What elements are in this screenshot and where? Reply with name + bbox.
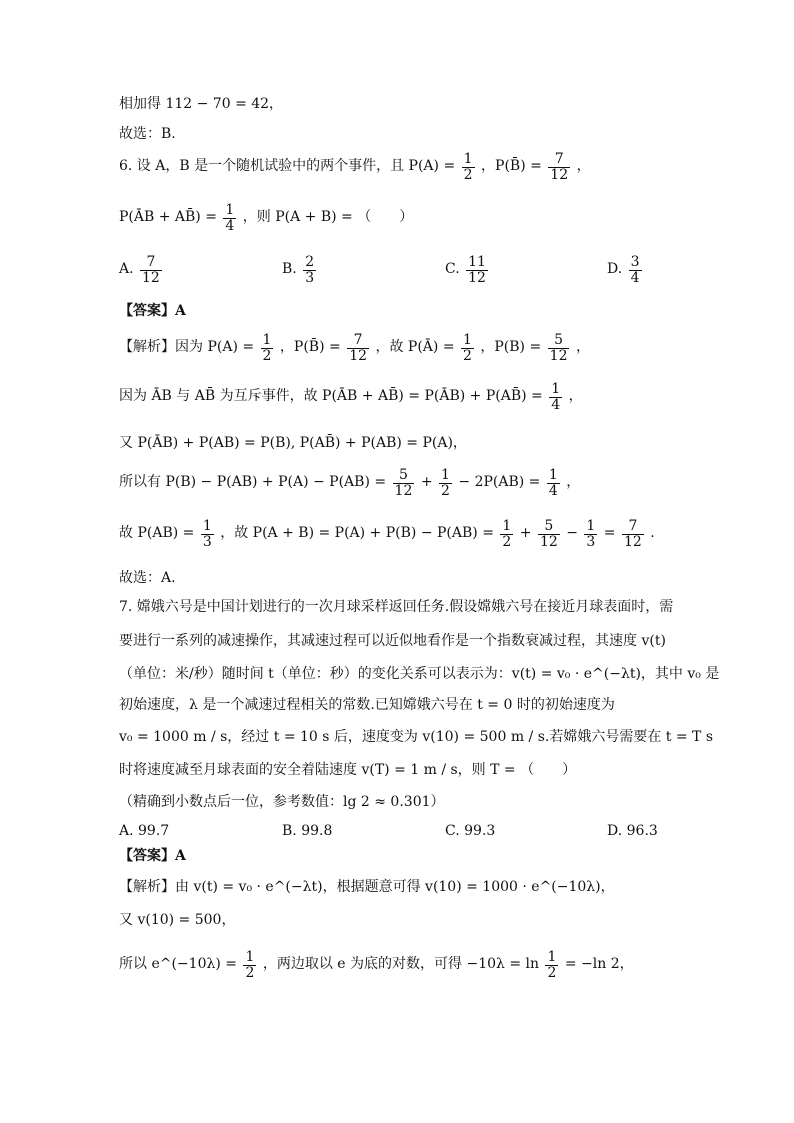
fraction xyxy=(545,950,558,980)
solution-text: 所以有 P(B) − P(AB) + P(A) − P(AB) = xyxy=(119,474,387,491)
option-label: B. xyxy=(282,261,297,278)
fraction xyxy=(584,519,597,549)
solution-text: ，P(B) = xyxy=(480,339,542,356)
numerator: 1 xyxy=(551,381,561,397)
denominator: 12 xyxy=(549,347,568,364)
numerator: 1 xyxy=(586,518,596,534)
q7-solution-line-2 xyxy=(119,913,235,929)
numerator: 2 xyxy=(305,254,315,270)
fraction xyxy=(303,255,316,285)
solution-text: 所以 e^(−10λ) = xyxy=(119,956,237,973)
fraction xyxy=(243,950,256,980)
q6-solution-line-3 xyxy=(119,436,467,452)
answer-text: 【答案】A xyxy=(119,848,186,865)
denominator: 4 xyxy=(630,269,640,286)
denominator: 12 xyxy=(468,269,486,286)
fraction xyxy=(347,333,369,363)
q7-answer xyxy=(119,849,186,865)
q7-stem-line-2 xyxy=(119,634,666,650)
solution-text: ，两边取以 e 为底的对数，可得 −10λ = ln xyxy=(262,956,540,973)
fraction xyxy=(140,255,162,285)
solution-text: = −ln 2， xyxy=(564,956,634,973)
choice-line: 故选：B. xyxy=(119,126,176,143)
stem-text: ，则 P(A + B) = （ ） xyxy=(242,209,414,226)
fraction xyxy=(547,468,560,498)
fraction xyxy=(201,519,214,549)
q6-option-b xyxy=(282,255,318,285)
q7-solution-line-3 xyxy=(119,950,634,980)
solution-text: − xyxy=(566,525,578,542)
numerator: 1 xyxy=(262,332,272,348)
option-label: C. xyxy=(445,823,460,840)
answer-text: 【答案】A xyxy=(119,303,186,320)
fraction xyxy=(629,255,642,285)
fraction xyxy=(538,519,560,549)
q7-option-c xyxy=(445,824,495,840)
fraction xyxy=(500,519,513,549)
solution-text: − 2P(AB) = xyxy=(458,474,541,491)
denominator: 3 xyxy=(305,269,315,286)
q6-option-d xyxy=(607,255,644,285)
q7-option-d xyxy=(607,824,658,840)
solution-text: 又 P(ĀB) + P(AB) = P(B), P(AB̄) + P(AB) = P(A)， xyxy=(119,435,467,452)
stem-text: P(ĀB + AB̄) = xyxy=(119,209,217,226)
q6-answer xyxy=(119,304,186,320)
q7-stem-line-6 xyxy=(119,763,576,779)
solution-text: 因为 ĀB 与 AB̄ 为互斥事件，故 P(ĀB + AB̄) = P(ĀB) + P(AB̄) = xyxy=(119,388,543,405)
numerator: 1 xyxy=(463,332,472,348)
numerator: 7 xyxy=(622,519,644,535)
numerator: 3 xyxy=(630,254,640,270)
denominator: 12 xyxy=(349,347,368,364)
text-line xyxy=(119,97,283,113)
stem-text: 7. 嫦娥六号是中国计划进行的一次月球采样返回任务.假设嫦娥六号在接近月球表面时，需 xyxy=(119,599,674,616)
option-label: C. xyxy=(445,261,460,278)
denominator: 2 xyxy=(262,347,272,364)
denominator: 4 xyxy=(548,482,558,499)
q6-option-c xyxy=(445,255,490,285)
solution-text: + xyxy=(420,474,433,491)
solution-text: ， xyxy=(566,474,581,491)
numerator: 1 xyxy=(202,518,212,534)
denominator: 12 xyxy=(539,533,558,550)
solution-text: 又 v(10) = 500， xyxy=(119,912,236,929)
text-line xyxy=(119,127,176,143)
option-value: 99.7 xyxy=(138,823,170,840)
denominator: 2 xyxy=(463,166,473,183)
fraction xyxy=(462,152,475,182)
q6-solution-line-1 xyxy=(119,333,590,363)
fraction xyxy=(548,333,570,363)
option-label: D. xyxy=(607,261,623,278)
q7-solution-line-1 xyxy=(119,880,615,896)
stem-text: 要进行一系列的减速操作，其减速过程可以近似地看作是一个指数衰减过程，其速度 v(t) xyxy=(119,633,666,650)
numerator: 7 xyxy=(548,152,570,168)
choice-text: 故选：A. xyxy=(119,570,176,587)
fraction xyxy=(261,333,274,363)
solution-text: ，故 P(Ā) = xyxy=(375,339,455,356)
numerator: 7 xyxy=(140,255,162,271)
numerator: 1 xyxy=(463,151,473,167)
solution-text: 【解析】由 v(t) = v₀ · e^(−λt)，根据题意可得 v(10) = 1000 · e^(−10λ)， xyxy=(119,879,615,896)
denominator: 12 xyxy=(394,482,413,499)
stem-text: ，P(B̄) = xyxy=(481,158,542,175)
sum-line: 相加得 112 − 70 = 42， xyxy=(119,96,284,113)
solution-text: ， xyxy=(575,339,590,356)
fraction xyxy=(393,468,415,498)
fraction xyxy=(466,255,488,285)
q6-stem-line-2 xyxy=(119,203,413,233)
q7-stem-line-5 xyxy=(119,730,713,746)
option-value: 99.8 xyxy=(301,823,333,840)
denominator: 12 xyxy=(623,533,642,550)
denominator: 2 xyxy=(441,482,450,499)
numerator: 7 xyxy=(347,333,369,349)
q6-stem-line-1 xyxy=(119,152,591,182)
option-label: B. xyxy=(282,823,297,840)
q7-option-b xyxy=(282,824,332,840)
q7-stem-line-7 xyxy=(119,795,445,811)
option-value: 99.3 xyxy=(464,823,496,840)
stem-text: （精确到小数点后一位，参考数值：lg 2 ≈ 0.301） xyxy=(119,794,445,811)
denominator: 3 xyxy=(586,533,596,550)
numerator: 1 xyxy=(245,949,255,965)
numerator: 1 xyxy=(225,202,235,218)
option-value: 96.3 xyxy=(626,823,658,840)
stem-text: 6. 设 A，B 是一个随机试验中的两个事件，且 P(A) = xyxy=(119,158,456,175)
solution-text: ，P(B̄) = xyxy=(279,339,341,356)
denominator: 2 xyxy=(502,533,512,550)
numerator: 5 xyxy=(538,519,560,535)
denominator: 4 xyxy=(551,396,561,413)
denominator: 2 xyxy=(245,964,255,981)
q7-stem-line-4 xyxy=(119,698,615,714)
denominator: 12 xyxy=(550,166,569,183)
q6-solution-line-2 xyxy=(119,382,583,412)
solution-text: ， xyxy=(568,388,583,405)
solution-text: 故 P(AB) = xyxy=(119,525,195,542)
q6-solution-line-4 xyxy=(119,468,580,498)
option-label: D. xyxy=(607,823,623,840)
q7-stem-line-3 xyxy=(119,667,719,683)
denominator: 2 xyxy=(463,347,472,364)
numerator: 5 xyxy=(393,468,415,484)
q6-solution-line-5 xyxy=(119,519,655,549)
fraction xyxy=(549,382,562,412)
solution-text: . xyxy=(650,525,655,542)
q7-option-a xyxy=(119,824,169,840)
solution-text: + xyxy=(519,525,532,542)
stem-text: v₀ = 1000 m / s，经过 t = 10 s 后，速度变为 v(10) = 500 m / s.若嫦娥六号需要在 t = T s xyxy=(119,729,714,746)
stem-text: （单位：米/秒）随时间 t（单位：秒）的变化关系可以表示为：v(t) = v₀ · e^(−λt)，其中 v₀ 是 xyxy=(119,666,720,683)
solution-text: 【解析】因为 P(A) = xyxy=(119,339,255,356)
solution-text: ，故 P(A + B) = P(A) + P(B) − P(AB) = xyxy=(220,525,494,542)
q6-option-a xyxy=(119,255,164,285)
numerator: 11 xyxy=(468,254,486,270)
fraction xyxy=(223,203,236,233)
denominator: 12 xyxy=(142,269,160,286)
solution-text: = xyxy=(603,525,616,542)
numerator: 1 xyxy=(547,949,557,965)
option-label: A. xyxy=(119,261,134,278)
stem-text: ， xyxy=(576,158,591,175)
numerator: 1 xyxy=(441,467,450,483)
numerator: 1 xyxy=(548,467,558,483)
denominator: 2 xyxy=(547,964,557,981)
numerator: 1 xyxy=(502,518,512,534)
q7-stem-line-1 xyxy=(119,600,673,616)
denominator: 4 xyxy=(225,217,235,234)
fraction xyxy=(622,519,644,549)
fraction xyxy=(461,333,474,363)
denominator: 3 xyxy=(202,533,212,550)
numerator: 5 xyxy=(548,333,570,349)
stem-text: 时将速度减至月球表面的安全着陆速度 v(T) = 1 m / s，则 T = （ ） xyxy=(119,762,577,779)
q6-choice xyxy=(119,571,176,587)
fraction xyxy=(439,468,452,498)
fraction xyxy=(548,152,570,182)
option-label: A. xyxy=(119,823,134,840)
stem-text: 初始速度，λ 是一个减速过程相关的常数.已知嫦娥六号在 t = 0 时的初始速度为 xyxy=(119,697,615,714)
